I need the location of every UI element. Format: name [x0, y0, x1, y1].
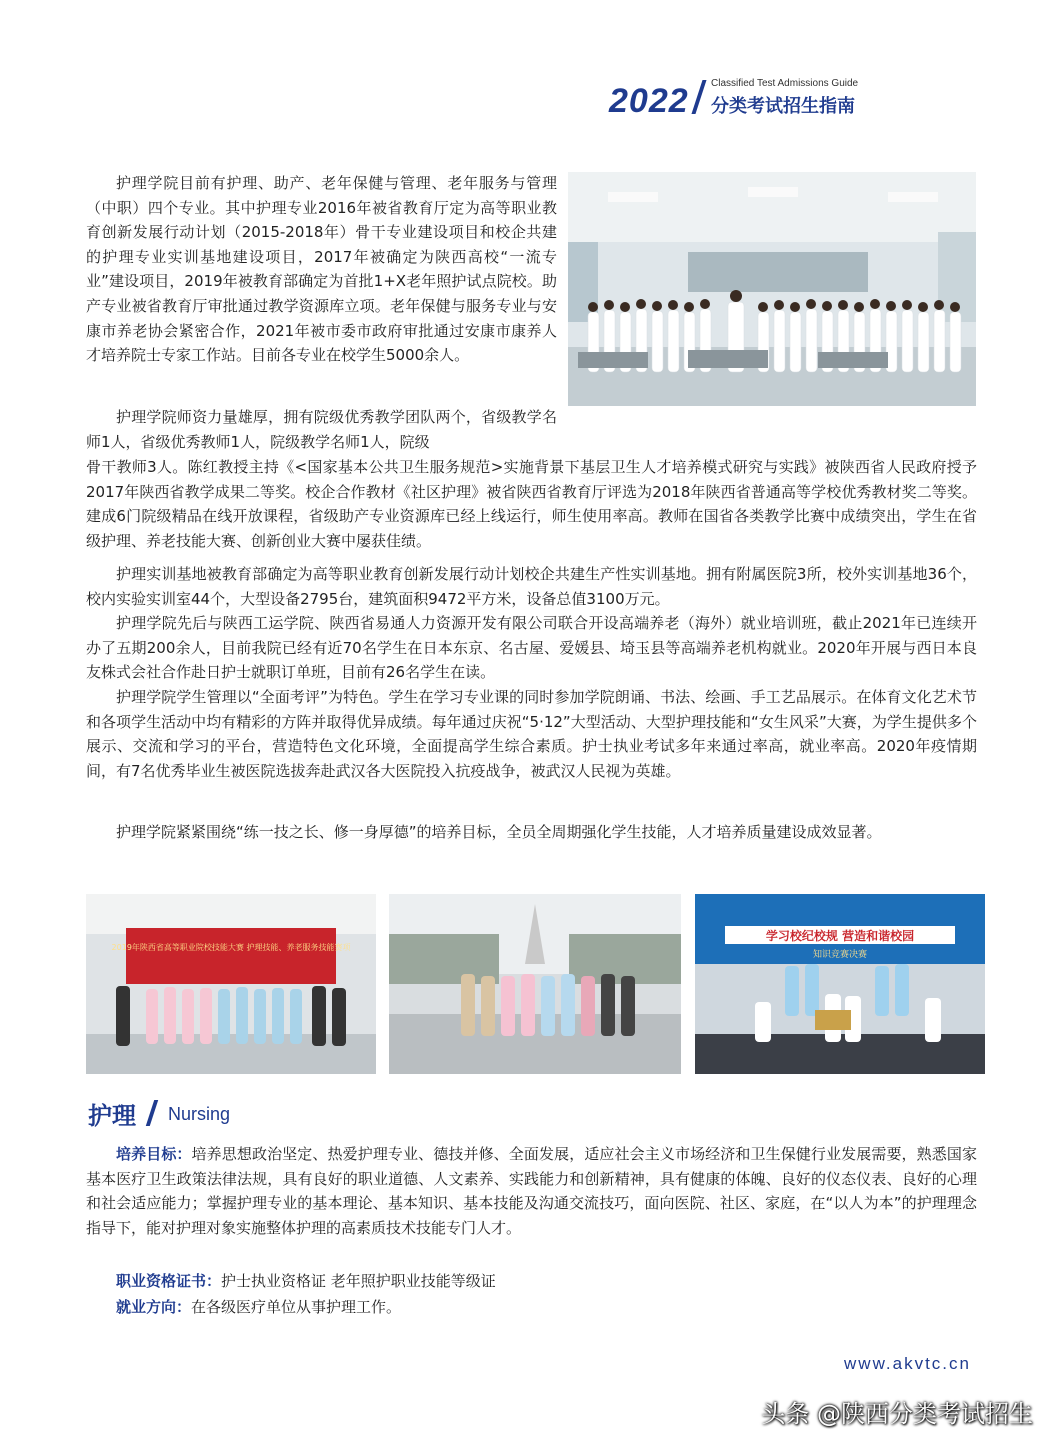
career-direction-label: 就业方向：: [116, 1298, 192, 1316]
certificates-text: 护士执业资格证 老年照护职业技能等级证: [221, 1272, 496, 1290]
section-title-nursing: [88, 1096, 488, 1136]
paragraph-faculty-part1: 护理学院师资力量雄厚，拥有院级优秀教学团队两个，省级教学名师1人，省级优秀教师1人，院级教学名师1人，院级: [86, 408, 557, 451]
page-header: [609, 74, 969, 124]
paragraph-training-base: 护理实训基地被教育部确定为高等职业教育创新发展行动计划校企共建生产性实训基地。拥有附属医院3所，校外实训基地36个，校内实验实训室44个，大型设备2795台，建筑面积9472平方米，设备总值3100万元。: [86, 565, 977, 608]
training-goal-label: 培养目标：: [116, 1145, 192, 1163]
paragraph-overseas-employment: 护理学院先后与陕西工运学院、陕西省易通人力资源开发有限公司联合开设高端养老（海外）就业培训班，截止2021年已连续开办了五期200余人，目前我院已经有近70名学生在日本东京、名古屋、爱媛县、埼玉县等高端养老机构就业。2020年开展与西日本良友株式会社合作赴日护士就职订单班，目前有26名学生在读。: [86, 614, 977, 682]
header-slash-divider: [691, 80, 706, 114]
section-title-slash: [146, 1100, 158, 1126]
photo-nursing-class-group: [568, 172, 976, 406]
photo-skills-competition: [86, 894, 376, 1074]
photo-banner-text-2: 学习校纪校规 营造和谐校园: [765, 929, 915, 943]
photo-campus-square-group: [389, 894, 681, 1074]
section-career-direction: [86, 1295, 977, 1320]
paragraph-student-management: 护理学院学生管理以“全面考评”为特色。学生在学习专业课的同时参加学院朗诵、书法、绘画、手工艺品展示。在体育文化艺术节和各项学生活动中均有精彩的方阵并取得优异成绩。每年通过庆祝“5·12”大型活动、大型护理技能和“女生风采”大赛，为学生提供多个展示、交流和学习的平台，营造特色文化环境，全面提高学生综合素质。护士执业考试多年来通过率高，就业率高。2020年疫情期间，有7名优秀毕业生被医院选拔奔赴武汉各大医院投入抗疫战争，被武汉人民视为英雄。: [86, 688, 977, 780]
section-certificates: [86, 1269, 977, 1294]
photo-banner-text-3: 知识竞赛决赛: [812, 950, 868, 960]
section-title-chinese: 护理: [88, 1102, 136, 1130]
section-training-goal: [86, 1142, 977, 1240]
section-title-english: Nursing: [168, 1104, 231, 1124]
header-year: 2022: [609, 82, 689, 120]
photo-banner-text-1: 2019年陕西省高等职业院校技能大赛 护理技能、养老服务技能赛项: [111, 943, 351, 952]
paragraph-intro: 护理学院目前有护理、助产、老年保健与管理、老年服务与管理（中职）四个专业。其中护理专业2016年被省教育厅定为高等职业教育创新发展行动计划（2015-2018年）骨干专业建设项目和校企共建的护理专业实训基地建设项目，2017年被确定为陕西高校“一流专业”建设项目，2019年被教育部确定为首批1+X老年照护试点院校。助产专业被省教育厅审批通过教学资源库立项。老年保健与服务专业与安康市养老协会紧密合作，2021年被市委市政府审批通过安康市康养人才培养院士专家工作站。目前各专业在校学生5000余人。: [86, 174, 557, 365]
certificates-label: 职业资格证书：: [116, 1272, 222, 1290]
training-goal-text: 培养思想政治坚定、热爱护理专业、德技并修、全面发展，适应社会主义市场经济和卫生保健行业发展需要，熟悉国家基本医疗卫生政策法律法规，具有良好的职业道德、人文素养、实践能力和创新精神，具有健康的体魄、良好的仪态仪表、良好的心理和社会适应能力；掌握护理专业的基本理论、基本知识、基本技能及沟通交流技巧，面向医院、社区、家庭，在“以人为本”的护理理念指导下，能对护理对象实施整体护理的高素质技术技能专门人才。: [86, 1145, 977, 1237]
photo-knowledge-contest: [695, 894, 985, 1074]
paragraph-training-goal: 护理学院紧紧围绕“练一技之长、修一身厚德”的培养目标，全员全周期强化学生技能，人才培养质量建设成效显著。: [116, 823, 882, 841]
footer-website-link[interactable]: www.akvtc.cn: [844, 1354, 971, 1373]
header-english-subtitle: Classified Test Admissions Guide: [711, 78, 859, 89]
watermark-text: 头条 @陕西分类考试招生: [761, 1400, 1033, 1428]
paragraph-faculty-part2: 骨干教师3人。陈红教授主持《<国家基本公共卫生服务规范>实施背景下基层卫生人才培养模式研究与实践》被陕西省人民政府授予2017年陕西省教学成果二等奖。校企合作教材《社区护理》被省陕西省教育厅评选为2018年陕西省普通高等学校优秀教材奖二等奖。建成6门院级精品在线开放课程，省级助产专业资源库已经上线运行，师生使用率高。教师在国省各类教学比赛中成绩突出，学生在省级护理、养老技能大赛、创新创业大赛中屡获佳绩。: [86, 458, 977, 550]
career-direction-text: 在各级医疗单位从事护理工作。: [191, 1298, 402, 1316]
header-chinese-title: 分类考试招生指南: [711, 96, 855, 117]
